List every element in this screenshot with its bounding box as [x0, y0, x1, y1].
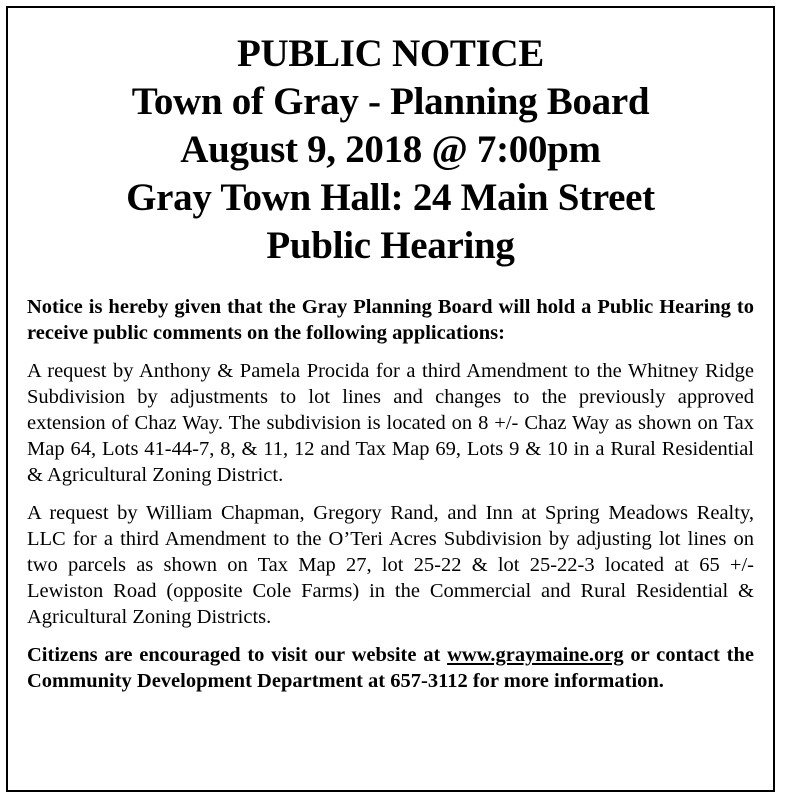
- public-notice: [6, 6, 775, 792]
- notice-organization: Town of Gray - Planning Board: [131, 80, 650, 123]
- notice-location: Gray Town Hall: 24 Main Street: [126, 176, 655, 219]
- application-paragraph-2: A request by William Chapman, Gregory Rand, and Inn at Spring Meadows Realty, LLC for a third Amendment to the O’Teri Acres Subdivision by adjusting lot lines on two parcels as shown on Tax Map 27, lot 25-22 & lot 25-22-3 located at 65 +/- Lewiston Road (opposite Cole Farms) in the Commercial and Rural Residential & Agricultural Zoning Districts.: [27, 502, 754, 628]
- intro-paragraph: Notice is hereby given that the Gray Planning Board will hold a Public Hearing to receive public comments on the following applications:: [27, 296, 754, 344]
- application-paragraph-1: A request by Anthony & Pamela Procida for a third Amendment to the Whitney Ridge Subdivision by adjustments to lot lines and changes to the previously approved extension of Chaz Way. The subdivision is located on 8 +/- Chaz Way as shown on Tax Map 64, Lots 41-44-7, 8, & 11, 12 and Tax Map 69, Lots 9 & 10 in a Rural Residential & Agricultural Zoning District.: [27, 360, 754, 486]
- closing-text-end: or contact the Community Development Department at 657-3112 for more information.: [27, 644, 754, 692]
- notice-title: PUBLIC NOTICE: [236, 32, 545, 75]
- notice-header: [8, 30, 773, 270]
- closing-text-start: Citizens are encouraged to visit our website at: [27, 644, 448, 666]
- notice-event-type: Public Hearing: [266, 224, 515, 267]
- notice-date-time: August 9, 2018 @ 7:00pm: [180, 128, 601, 171]
- website-link[interactable]: www.graymaine.org: [447, 644, 624, 666]
- notice-body: [27, 294, 754, 706]
- closing-paragraph: [27, 642, 754, 694]
